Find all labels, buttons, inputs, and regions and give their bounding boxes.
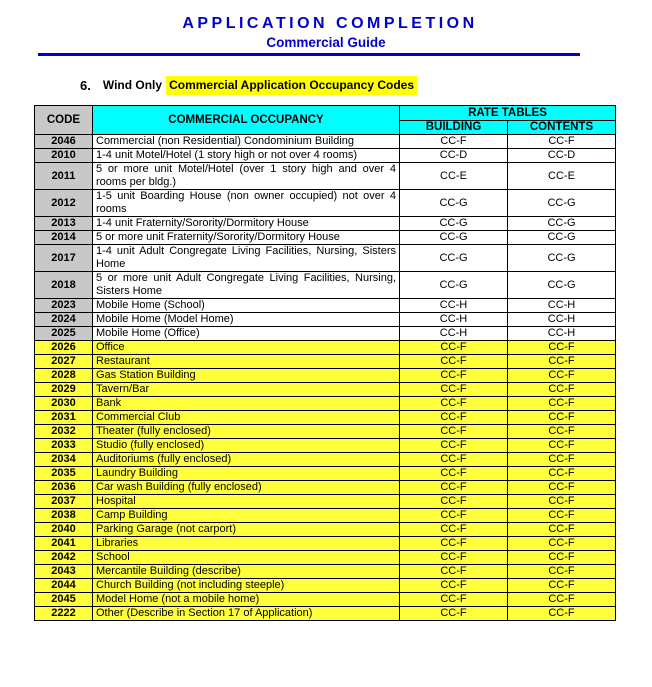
- occupancy-cell: Laundry Building: [93, 467, 400, 481]
- contents-rate-cell: CC-F: [508, 397, 616, 411]
- occupancy-cell: Auditoriums (fully enclosed): [93, 453, 400, 467]
- table-row: [35, 190, 616, 217]
- occupancy-cell: Commercial Club: [93, 411, 400, 425]
- code-cell: 2013: [35, 217, 93, 231]
- contents-rate-cell: CC-D: [508, 149, 616, 163]
- occupancy-cell: Church Building (not including steeple): [93, 579, 400, 593]
- table-row: [35, 163, 616, 190]
- contents-rate-cell: CC-G: [508, 190, 616, 217]
- table-row: [35, 245, 616, 272]
- contents-rate-cell: CC-G: [508, 231, 616, 245]
- table-row: [35, 523, 616, 537]
- code-cell: 2025: [35, 327, 93, 341]
- building-rate-cell: CC-F: [400, 509, 508, 523]
- contents-rate-cell: CC-F: [508, 425, 616, 439]
- table-row: [35, 551, 616, 565]
- table-row: [35, 397, 616, 411]
- occupancy-cell: 1-5 unit Boarding House (non owner occupied) not over 4 rooms: [93, 190, 400, 217]
- building-rate-cell: CC-G: [400, 272, 508, 299]
- table-row: [35, 149, 616, 163]
- table-row: [35, 481, 616, 495]
- code-cell: 2032: [35, 425, 93, 439]
- section-number: 6.: [80, 78, 91, 93]
- table-row: [35, 467, 616, 481]
- contents-rate-cell: CC-F: [508, 495, 616, 509]
- occupancy-cell: School: [93, 551, 400, 565]
- page-title: APPLICATION COMPLETION: [182, 15, 478, 32]
- building-rate-cell: CC-F: [400, 551, 508, 565]
- building-rate-cell: CC-E: [400, 163, 508, 190]
- code-cell: 2028: [35, 369, 93, 383]
- building-rate-cell: CC-G: [400, 231, 508, 245]
- building-rate-cell: CC-F: [400, 481, 508, 495]
- occupancy-cell: Theater (fully enclosed): [93, 425, 400, 439]
- building-rate-cell: CC-F: [400, 593, 508, 607]
- occupancy-cell: Libraries: [93, 537, 400, 551]
- section-heading: [80, 76, 417, 95]
- contents-rate-cell: CC-F: [508, 453, 616, 467]
- building-rate-cell: CC-F: [400, 495, 508, 509]
- table-row: [35, 607, 616, 621]
- occupancy-cell: Mobile Home (Office): [93, 327, 400, 341]
- contents-rate-cell: CC-G: [508, 217, 616, 231]
- building-rate-cell: CC-D: [400, 149, 508, 163]
- page-subtitle: Commercial Guide: [266, 35, 386, 50]
- document-header: [0, 14, 652, 52]
- table-row: [35, 272, 616, 299]
- occupancy-cell: Tavern/Bar: [93, 383, 400, 397]
- table-row: [35, 593, 616, 607]
- column-header-code: CODE: [35, 106, 93, 135]
- code-cell: 2031: [35, 411, 93, 425]
- table-row: [35, 217, 616, 231]
- contents-rate-cell: CC-F: [508, 509, 616, 523]
- building-rate-cell: CC-F: [400, 411, 508, 425]
- code-cell: 2014: [35, 231, 93, 245]
- code-cell: 2046: [35, 135, 93, 149]
- building-rate-cell: CC-G: [400, 245, 508, 272]
- column-header-rate-tables: RATE TABLES: [400, 106, 616, 121]
- code-cell: 2034: [35, 453, 93, 467]
- occupancy-cell: Parking Garage (not carport): [93, 523, 400, 537]
- occupancy-cell: Model Home (not a mobile home): [93, 593, 400, 607]
- contents-rate-cell: CC-F: [508, 439, 616, 453]
- occupancy-cell: Camp Building: [93, 509, 400, 523]
- table-row: [35, 439, 616, 453]
- code-cell: 2033: [35, 439, 93, 453]
- contents-rate-cell: CC-F: [508, 383, 616, 397]
- code-cell: 2044: [35, 579, 93, 593]
- contents-rate-cell: CC-H: [508, 327, 616, 341]
- code-cell: 2043: [35, 565, 93, 579]
- table-body: [35, 135, 616, 621]
- code-cell: 2024: [35, 313, 93, 327]
- building-rate-cell: CC-G: [400, 217, 508, 231]
- occupancy-cell: Mercantile Building (describe): [93, 565, 400, 579]
- building-rate-cell: CC-F: [400, 135, 508, 149]
- table-row: [35, 579, 616, 593]
- contents-rate-cell: CC-F: [508, 523, 616, 537]
- occupancy-cell: Mobile Home (Model Home): [93, 313, 400, 327]
- code-cell: 2026: [35, 341, 93, 355]
- code-cell: 2040: [35, 523, 93, 537]
- code-cell: 2041: [35, 537, 93, 551]
- contents-rate-cell: CC-F: [508, 593, 616, 607]
- code-cell: 2222: [35, 607, 93, 621]
- occupancy-cell: Bank: [93, 397, 400, 411]
- contents-rate-cell: CC-E: [508, 163, 616, 190]
- code-cell: 2011: [35, 163, 93, 190]
- header-divider: [38, 53, 580, 56]
- table-row: [35, 231, 616, 245]
- code-cell: 2042: [35, 551, 93, 565]
- occupancy-cell: Car wash Building (fully enclosed): [93, 481, 400, 495]
- code-cell: 2045: [35, 593, 93, 607]
- table-row: [35, 327, 616, 341]
- contents-rate-cell: CC-G: [508, 272, 616, 299]
- building-rate-cell: CC-F: [400, 341, 508, 355]
- contents-rate-cell: CC-F: [508, 467, 616, 481]
- occupancy-cell: Restaurant: [93, 355, 400, 369]
- building-rate-cell: CC-F: [400, 397, 508, 411]
- occupancy-cell: 5 or more unit Adult Congregate Living Facilities, Nursing, Sisters Home: [93, 272, 400, 299]
- code-cell: 2023: [35, 299, 93, 313]
- table-row: [35, 495, 616, 509]
- occupancy-cell: Commercial (non Residential) Condominium Building: [93, 135, 400, 149]
- code-cell: 2030: [35, 397, 93, 411]
- contents-rate-cell: CC-F: [508, 355, 616, 369]
- table-row: [35, 453, 616, 467]
- occupancy-cell: 1-4 unit Fraternity/Sorority/Dormitory House: [93, 217, 400, 231]
- code-cell: 2018: [35, 272, 93, 299]
- code-cell: 2037: [35, 495, 93, 509]
- building-rate-cell: CC-F: [400, 439, 508, 453]
- occupancy-cell: Other (Describe in Section 17 of Application): [93, 607, 400, 621]
- table-row: [35, 369, 616, 383]
- table-row: [35, 135, 616, 149]
- section-highlighted-title: Commercial Application Occupancy Codes: [166, 76, 417, 95]
- building-rate-cell: CC-H: [400, 327, 508, 341]
- occupancy-cell: Studio (fully enclosed): [93, 439, 400, 453]
- code-cell: 2035: [35, 467, 93, 481]
- contents-rate-cell: CC-F: [508, 565, 616, 579]
- building-rate-cell: CC-F: [400, 537, 508, 551]
- table-row: [35, 341, 616, 355]
- contents-rate-cell: CC-H: [508, 313, 616, 327]
- table-row: [35, 411, 616, 425]
- occupancy-cell: 1-4 unit Adult Congregate Living Facilities, Nursing, Sisters Home: [93, 245, 400, 272]
- building-rate-cell: CC-H: [400, 299, 508, 313]
- contents-rate-cell: CC-F: [508, 135, 616, 149]
- column-header-occupancy: COMMERCIAL OCCUPANCY: [93, 106, 400, 135]
- building-rate-cell: CC-H: [400, 313, 508, 327]
- occupancy-cell: Mobile Home (School): [93, 299, 400, 313]
- contents-rate-cell: CC-F: [508, 537, 616, 551]
- code-cell: 2029: [35, 383, 93, 397]
- occupancy-cell: Hospital: [93, 495, 400, 509]
- code-cell: 2038: [35, 509, 93, 523]
- contents-rate-cell: CC-F: [508, 369, 616, 383]
- occupancy-cell: 1-4 unit Motel/Hotel (1 story high or not over 4 rooms): [93, 149, 400, 163]
- building-rate-cell: CC-G: [400, 190, 508, 217]
- occupancy-cell: 5 or more unit Motel/Hotel (over 1 story high and over 4 rooms per bldg.): [93, 163, 400, 190]
- occupancy-codes-table: [34, 105, 616, 621]
- code-cell: 2012: [35, 190, 93, 217]
- contents-rate-cell: CC-F: [508, 341, 616, 355]
- section-prefix: Wind Only: [102, 78, 163, 92]
- building-rate-cell: CC-F: [400, 369, 508, 383]
- contents-rate-cell: CC-F: [508, 551, 616, 565]
- building-rate-cell: CC-F: [400, 467, 508, 481]
- table-row: [35, 509, 616, 523]
- contents-rate-cell: CC-F: [508, 411, 616, 425]
- table-row: [35, 565, 616, 579]
- code-cell: 2010: [35, 149, 93, 163]
- table-row: [35, 355, 616, 369]
- contents-rate-cell: CC-G: [508, 245, 616, 272]
- building-rate-cell: CC-F: [400, 425, 508, 439]
- building-rate-cell: CC-F: [400, 565, 508, 579]
- contents-rate-cell: CC-F: [508, 481, 616, 495]
- occupancy-cell: Office: [93, 341, 400, 355]
- table-row: [35, 383, 616, 397]
- table-row: [35, 299, 616, 313]
- contents-rate-cell: CC-F: [508, 607, 616, 621]
- building-rate-cell: CC-F: [400, 383, 508, 397]
- building-rate-cell: CC-F: [400, 453, 508, 467]
- column-header-contents: CONTENTS: [508, 121, 616, 135]
- building-rate-cell: CC-F: [400, 523, 508, 537]
- code-cell: 2017: [35, 245, 93, 272]
- code-cell: 2027: [35, 355, 93, 369]
- contents-rate-cell: CC-H: [508, 299, 616, 313]
- contents-rate-cell: CC-F: [508, 579, 616, 593]
- building-rate-cell: CC-F: [400, 579, 508, 593]
- building-rate-cell: CC-F: [400, 355, 508, 369]
- occupancy-cell: 5 or more unit Fraternity/Sorority/Dormitory House: [93, 231, 400, 245]
- column-header-building: BUILDING: [400, 121, 508, 135]
- occupancy-cell: Gas Station Building: [93, 369, 400, 383]
- code-cell: 2036: [35, 481, 93, 495]
- table-row: [35, 425, 616, 439]
- table-row: [35, 313, 616, 327]
- table-row: [35, 537, 616, 551]
- building-rate-cell: CC-F: [400, 607, 508, 621]
